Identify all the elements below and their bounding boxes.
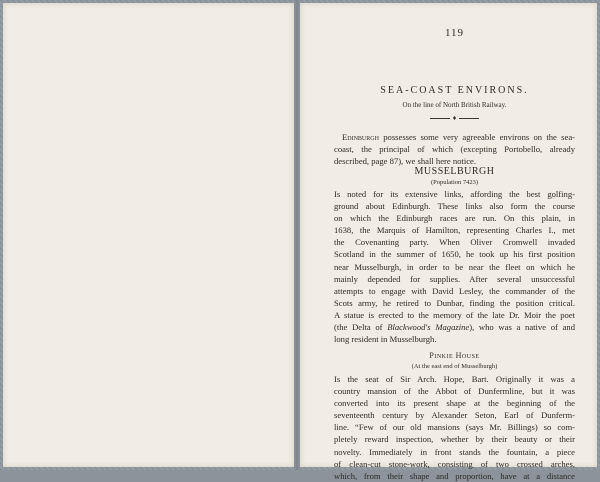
paragraph-line: line. “Few of our old mansions (says Mr. Billings) so com- bbox=[334, 422, 575, 433]
paragraph-line: Scotland in the summer of 1650, he took up his first position bbox=[334, 249, 575, 260]
location-note: (At the east end of Musselburgh) bbox=[411, 363, 498, 370]
italic-magazine-title: Blackwood's Magazine bbox=[387, 322, 470, 333]
diamond-icon: ♦ bbox=[452, 114, 457, 122]
population-note: (Population 7423) bbox=[430, 179, 479, 186]
paragraph-line: near Musselburgh, in order to be near the fleet on which he bbox=[334, 261, 575, 272]
intro-lead-word: Edinburgh bbox=[342, 132, 379, 142]
paragraph-line: Is the seat of Sir Arch. Hope, Bart. Originally it was a bbox=[334, 374, 575, 384]
line-text-end: ), who was a native of and bbox=[469, 322, 575, 333]
divider-ornament bbox=[334, 114, 575, 122]
paragraph-line: on which the Edinburgh races are run. On this plain, in bbox=[334, 213, 575, 224]
divider-line bbox=[459, 118, 479, 119]
section-heading-pinkie-house: Pinkie House bbox=[429, 351, 480, 360]
paragraph-line: 1638, the Marquis of Hamilton, representing Charles I., met bbox=[334, 225, 575, 236]
page-number: 119 bbox=[444, 27, 465, 39]
intro-line: coast, the principal of which (excepting Portobello, already bbox=[334, 144, 575, 155]
intro-line-text: possesses some very agreeable environs on the sea- bbox=[383, 132, 575, 142]
page-subtitle: On the line of North British Railway. bbox=[402, 101, 507, 109]
paragraph-line: seventeenth century by Alexander Seton, Earl of Dunferm- bbox=[334, 410, 575, 421]
musselburgh-paragraph bbox=[334, 188, 575, 345]
paragraph-line: which, from their shape and proportion, have at a distance bbox=[334, 470, 575, 481]
paragraph-line: the Covenanting party. When Oliver Cromwell invaded bbox=[334, 237, 575, 248]
intro-paragraph bbox=[334, 131, 575, 167]
line-text-start: (the Delta of bbox=[334, 322, 388, 333]
paragraph-line bbox=[334, 321, 575, 333]
paragraph-line: attempts to engage with David Lesley, the commander of the bbox=[334, 285, 575, 296]
intro-line bbox=[334, 131, 575, 143]
paragraph-line: of clean-cut stone-work, consisting of two crossed arches, bbox=[334, 458, 575, 469]
paragraph-line: novelty. Immediately in front stands the fountain, a piece bbox=[334, 446, 575, 457]
pinkie-paragraph bbox=[334, 373, 575, 482]
paragraph-line: pletely reward inspection, whether by their beauty or their bbox=[334, 434, 575, 445]
section-heading-musselburgh: MUSSELBURGH bbox=[414, 166, 495, 177]
paragraph-line: ground about Edinburgh. These links also form the course bbox=[334, 201, 575, 212]
paragraph-line: Scots army, he retired to Dunbar, finding the position critical. bbox=[334, 297, 575, 308]
page-title: SEA-COAST ENVIRONS. bbox=[380, 85, 529, 96]
paragraph-line: country mansion of the Abbot of Dunfermline, but it was bbox=[334, 386, 575, 397]
paragraph-line: Is noted for its extensive links, affording the best golfing- bbox=[334, 189, 575, 199]
divider-line bbox=[430, 118, 450, 119]
paragraph-line: A statue is erected to the memory of the late Dr. Moir the poet bbox=[334, 309, 575, 320]
paragraph-line: long resident in Musselburgh. bbox=[334, 334, 437, 345]
intro-line: described, page 87), we shall here notice. bbox=[334, 156, 476, 167]
paragraph-line: converted into its present shape at the beginning of the bbox=[334, 398, 575, 409]
right-page bbox=[300, 3, 597, 481]
paragraph-line: mainly depended for supplies. After several unsuccessful bbox=[334, 273, 575, 284]
left-page-blank bbox=[3, 3, 294, 467]
